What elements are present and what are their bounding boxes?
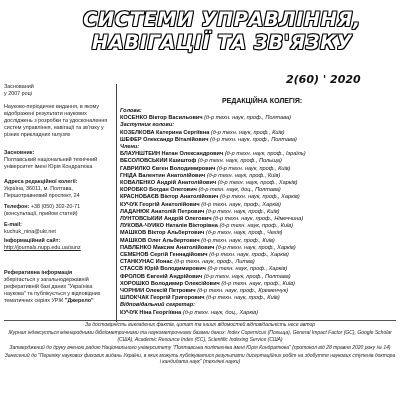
board-section-heading: Заступник голови:: [120, 122, 175, 129]
board-member-credentials: (д-р техн. наук, доц., Харків): [182, 309, 259, 316]
board-member-credentials: (д-р техн. наук, проф., Литва): [174, 259, 255, 266]
board-member-name: ХОРОШКО Володимир Олексійович: [120, 280, 220, 287]
address-block: [4, 179, 114, 200]
board-member-credentials: (д-р техн. наук, проф., Харків): [215, 244, 296, 251]
board-member-name: МАШКОВ Віктор Альбертович: [120, 230, 205, 237]
footer-note-registry: Занесений до "Переліку наукових фахових видань України, в яких можуть публікуватися результати дисертаційних робіт на здобуття наукових ступенів доктора і кандидата наук" (технічні науки): [4, 352, 396, 365]
footer-notes: [4, 322, 396, 367]
board-member-credentials: (д-р техн. наук, проф., Київ): [201, 237, 275, 244]
board-member-credentials: (д-р техн. наук, проф., Київ): [205, 208, 280, 215]
board-member-credentials: (д-р техн. наук, проф., Київ): [206, 172, 281, 179]
board-member: [120, 310, 396, 317]
board-member: [120, 223, 396, 230]
board-member-credentials: (д-р техн. наук, проф., Польща): [197, 158, 282, 165]
website-label: Інформаційний сайт:: [4, 238, 61, 244]
column-divider: [116, 84, 117, 322]
board-member-name: СТАССВ Юрій Володимирович: [120, 266, 206, 273]
board-member-credentials: (д-р техн. наук, проф., Харків): [219, 194, 300, 201]
board-member: [120, 288, 396, 295]
board-member-credentials: (д-р техн. наук, проф., Київ): [216, 165, 291, 172]
founded-value: у 2007 році: [4, 91, 32, 98]
board-member-name: ШЛОКЧАК Георгій Григорович: [120, 295, 205, 302]
board-member-name: СЕМЕНОВ Сергій Геннадійович: [120, 252, 208, 259]
board-member-credentials: (д-р техн. наук, проф., Чехія): [205, 230, 283, 237]
board-member-name: КУЧУК Георгій Анатолійович: [120, 201, 200, 208]
phone-block: [4, 204, 114, 218]
board-member: [120, 115, 396, 122]
board-member: [120, 274, 396, 281]
board-section-heading: Відповідальний секретар:: [120, 302, 195, 309]
board-member: [120, 151, 396, 158]
board-member-credentials: (д-р техн. наук, проф., Ізраїль): [224, 151, 306, 158]
board-member-name: ЛАДАНЮК Анатолій Петрович: [120, 208, 205, 215]
board-member-credentials: (д-р техн. наук, проф., Київ): [221, 280, 295, 287]
board-member: [120, 245, 396, 252]
founder-block: [4, 150, 114, 171]
abstract-label: Реферативна інформація: [4, 270, 73, 276]
founder-value: Полтавський національний технічний університет імені Юрія Кондратюка: [4, 157, 98, 171]
board-member-credentials: (д-р техн. наук, проф., Київ): [219, 223, 294, 230]
website-link[interactable]: http://journals.nupp.edu.ua/sunz: [4, 245, 81, 252]
board-member: [120, 230, 396, 237]
phone-label: Телефон:: [4, 204, 30, 210]
board-member-name: КРАСНОБАЄВ Віктор Анатолійович: [120, 194, 219, 201]
description-text: Науково-періодичне видання, в якому відображені результати наукових досліджень з розробки та удосконалення систем управління, навігації та зв'язку у різних прикладних галузях: [4, 104, 108, 139]
board-member-name: СТАНКУНАС Йонас: [120, 259, 173, 266]
footer-divider: [4, 320, 396, 321]
abstract-bold: "Джерело": [64, 298, 94, 305]
footer-note-responsibility: За достовірність викладених фактів, цитат та інших відомостей відповідальність несе автор: [84, 322, 316, 328]
website-block: [4, 238, 114, 252]
board-member: [120, 259, 396, 266]
board-member-credentials: (д-р техн. наук, проф., Полтава): [203, 273, 291, 280]
board-member-name: ГНІДА Валентин Анатолійович: [120, 172, 206, 179]
editorial-board-list: [120, 108, 396, 317]
board-member: [120, 173, 396, 180]
address-value: Україна, 36011, м. Полтава, Першотравневий проспект, 24: [4, 186, 80, 200]
board-member-credentials: (д-р техн. наук, доц., Полтава): [198, 187, 281, 194]
email-link[interactable]: kuchuk_nina@ukr.net: [4, 229, 56, 236]
board-member: [120, 252, 396, 259]
board-member: [120, 194, 396, 201]
phone-value: +38 (050) 302-20-71 (консультації, прийом статей): [4, 204, 81, 218]
board-member-name: КОСЕНКО Віктор Васильович: [120, 115, 203, 122]
board-member-name: ПАВЛЕНКО Максим Анатолійович: [120, 244, 215, 251]
board-member-credentials: (д-р техн. наук, проф., Полтава): [210, 136, 297, 143]
board-member-name: КОЗЕЛКОВА Катерина Сергіївна: [120, 129, 210, 136]
board-member-credentials: (д-р техн. наук, проф., Харків): [201, 201, 282, 208]
board-member-credentials: (д-р техн. наук, проф., Полтава): [204, 115, 291, 122]
board-member-name: КУЧУК Ніна Георгіївна: [120, 309, 182, 316]
board-member-credentials: (д-р техн. наук, проф., Харків): [207, 266, 288, 273]
board-member: [120, 180, 396, 187]
board-member: [120, 266, 396, 273]
editorial-board-title: РЕДАКЦІЙНА КОЛЕГІЯ:: [222, 98, 303, 105]
board-section-heading: Голова:: [120, 108, 142, 114]
journal-title: [52, 8, 392, 54]
board-member-name: ЛУНТОВСЬКИЙ Андрій Олегович: [120, 216, 212, 223]
board-member: [120, 209, 396, 216]
board-member-credentials: (д-р техн. наук, проф., Кременчук): [197, 288, 289, 295]
board-member-name: ВЕСОЛОВСЬКИЙ Кшиштоф: [120, 158, 197, 165]
journal-title-line1: СИСТЕМИ УПРАВЛІННЯ,: [83, 8, 361, 31]
board-member-name: КОВАЛЕНКО Андрій Анатолійович: [120, 180, 217, 187]
board-member-credentials: (д-р техн. наук, проф., Харків): [217, 180, 298, 187]
description-block: [4, 104, 114, 139]
footer-note-indexing: Журнал індексується міжнародними бібліометричними та наукометричними базами даних: Index Copernicus (Польща), General Impact Factor (GC), Google Scholar (США), Academic Resource Index (ЄС), Scientific Indexing Service (США): [8, 330, 392, 343]
board-member-name: МАШКОВ Олег Альбертович: [120, 237, 200, 244]
board-member-credentials: (д-р техн. наук, проф., Харків): [209, 252, 289, 259]
email-label: E-mail:: [4, 222, 22, 228]
board-member-name: ШЕФЕР Олександр Віталійович: [120, 136, 209, 143]
board-member-name: ГАВРИЛКО Євген Володимирович: [120, 165, 216, 172]
board-member-credentials: (д-р техн. наук, проф., Київ): [210, 129, 285, 136]
board-member: [120, 281, 396, 288]
board-member-name: ЧОРНИЙ Олексій Петрович: [120, 288, 196, 295]
abstract-block: [4, 270, 114, 305]
board-member-name: КОРОБКО Богдан Олегович: [120, 187, 197, 194]
board-member: [120, 202, 396, 209]
board-member: [120, 216, 396, 223]
board-member: [120, 238, 396, 245]
issue-number: 2(60) ' 2020: [286, 73, 361, 86]
board-member-name: ФРОЛОВ Євгеній Андрійович: [120, 273, 203, 280]
journal-title-line2: НАВІГАЦІЇ ТА ЗВ'ЯЗКУ: [91, 31, 353, 54]
address-label: Адреса редакційної колегії:: [4, 179, 78, 185]
board-member-name: БЛАУНШТЕЙН Натан Олександрович: [120, 151, 224, 158]
board-member-credentials: (д-р техн. наук, проф., Київ): [206, 295, 280, 302]
board-member-credentials: (д-р техн. наук, проф., Німеччина): [213, 216, 304, 223]
board-member: [120, 187, 396, 194]
founded-label: Заснований: [4, 84, 34, 90]
board-member: [120, 158, 396, 165]
board-member: [120, 130, 396, 137]
board-member: [120, 137, 396, 144]
footer-note-approval: Затверджений до друку вченою радою Національного університету "Полтавська політехніка імені Юрія Кондратюка" (протокол від 28 травня 2020 року № 14): [9, 344, 391, 351]
email-block: [4, 222, 114, 236]
board-member-name: ЛУКОВА-ЧУЙКО Наталія Вікторівна: [120, 223, 218, 230]
board-member: [120, 166, 396, 173]
founded-block: [4, 84, 114, 98]
board-section-heading: Члени:: [120, 144, 140, 151]
abstract-value: зберігається у загальнодержавній реферативній базі даних "Україніка наукова" та публікується у відповідних тематичних серіях УРЖ: [4, 277, 101, 305]
founder-label: Засновник:: [4, 150, 35, 156]
